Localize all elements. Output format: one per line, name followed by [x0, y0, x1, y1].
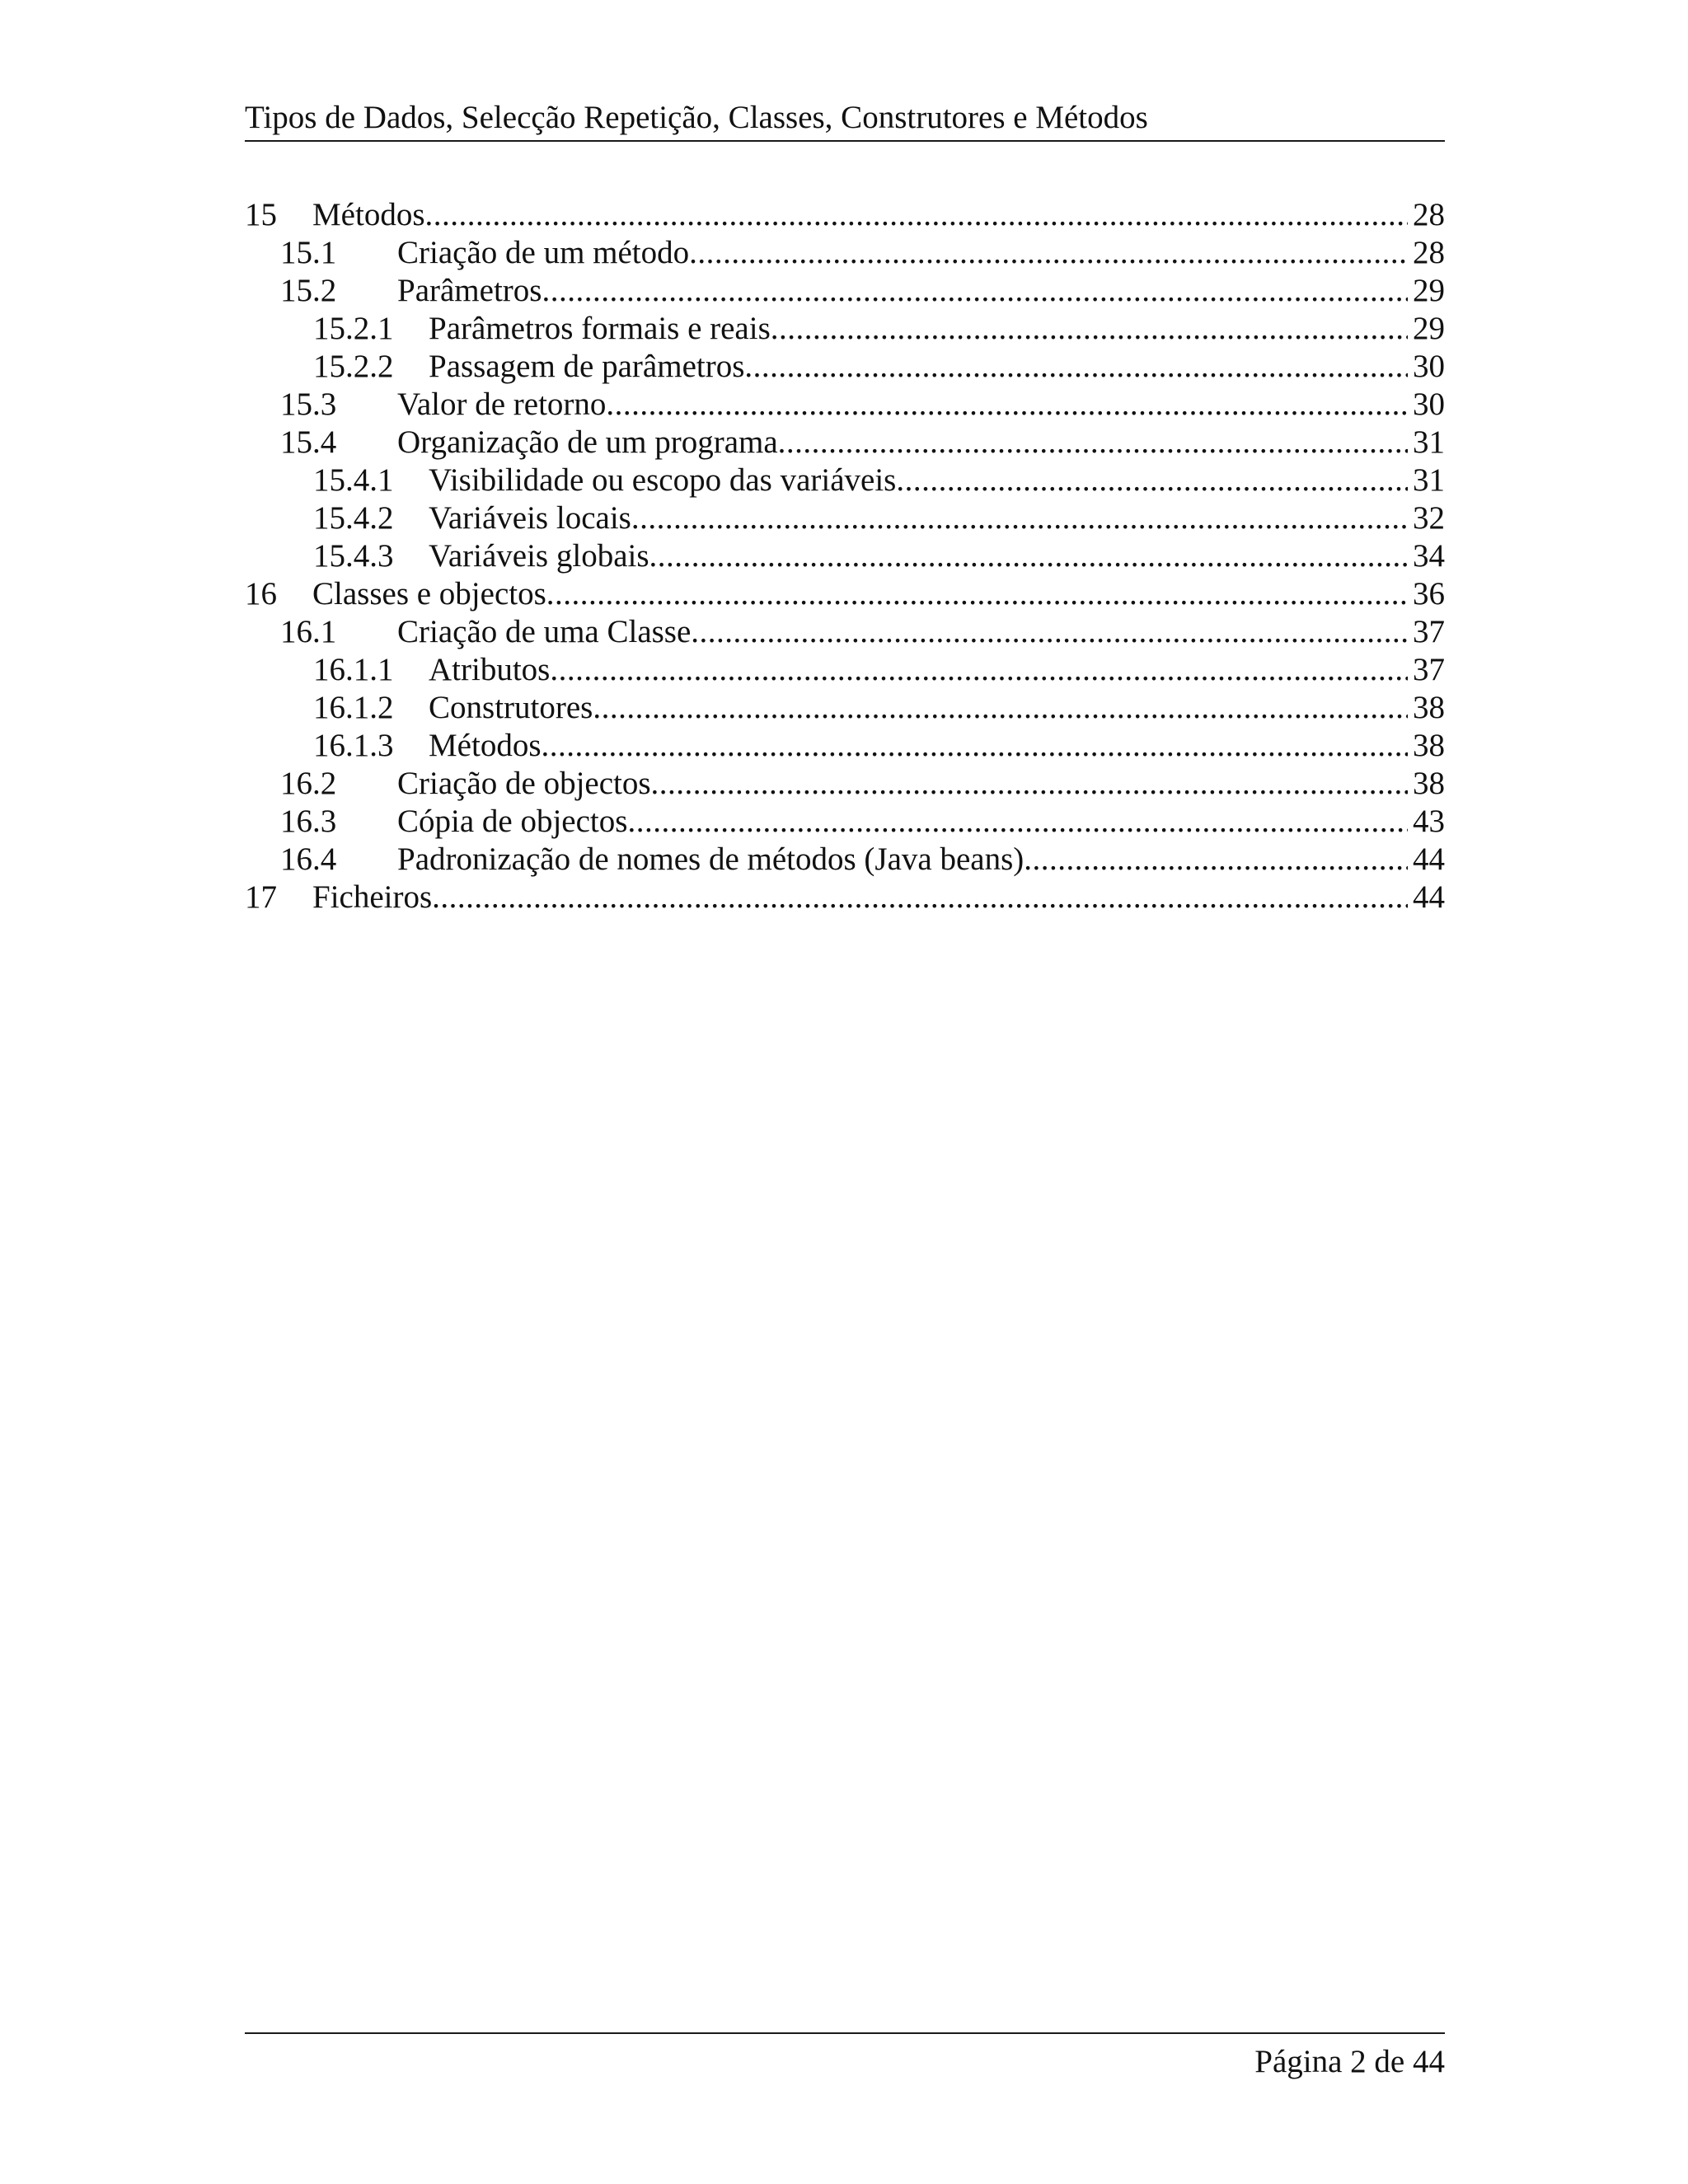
toc-entry-page: 44	[1413, 879, 1445, 915]
toc-entry[interactable]	[245, 651, 1445, 689]
toc-entry-title: Construtores	[429, 690, 593, 725]
toc-entry-page: 43	[1413, 804, 1445, 839]
toc-entry-number: 15	[245, 197, 277, 232]
toc-entry-number: 16.1.2	[313, 690, 394, 725]
toc-entry-title: Cópia de objectos	[397, 804, 628, 839]
toc-entry-page: 36	[1413, 576, 1445, 612]
toc-entry[interactable]	[245, 196, 1445, 234]
toc-entry-page: 37	[1413, 652, 1445, 687]
toc-entry-page: 30	[1413, 387, 1445, 422]
toc-entry[interactable]	[245, 765, 1445, 803]
toc-entry-number: 15.4.1	[313, 462, 394, 498]
toc-entry[interactable]	[245, 272, 1445, 310]
toc-entry-number: 15.2.2	[313, 349, 394, 384]
toc-entry-number: 15.4.3	[313, 538, 394, 574]
dot-leader	[896, 462, 1408, 499]
toc-entry-title: Classes e objectos	[312, 576, 546, 612]
toc-entry-number: 15.4.2	[313, 500, 394, 536]
toc-entry-page: 29	[1413, 311, 1445, 346]
toc-entry-title: Padronização de nomes de métodos (Java beans)	[397, 841, 1025, 877]
toc-entry-page: 34	[1413, 538, 1445, 574]
toc-entry[interactable]	[245, 689, 1445, 727]
toc-entry-page: 28	[1413, 235, 1445, 270]
dot-leader	[689, 234, 1408, 272]
toc-entry-number: 16.1.3	[313, 728, 394, 763]
dot-leader	[649, 537, 1408, 575]
dot-leader	[691, 613, 1408, 651]
toc-entry-title: Criação de objectos	[397, 766, 651, 801]
toc-entry-page: 38	[1413, 690, 1445, 725]
toc-entry-number: 16.1.1	[313, 652, 394, 687]
toc-entry[interactable]	[245, 348, 1445, 386]
toc-entry-page: 29	[1413, 273, 1445, 308]
toc-entry-title: Valor de retorno	[397, 387, 607, 422]
toc-entry-title: Ficheiros	[312, 879, 433, 915]
toc-entry[interactable]	[245, 386, 1445, 424]
page-number: Página 2 de 44	[1254, 2044, 1445, 2079]
toc-entry-number: 15.1	[280, 235, 337, 270]
toc-entry-title: Criação de um método	[397, 235, 690, 270]
toc-entry-title: Variáveis globais	[429, 538, 649, 574]
dot-leader	[542, 727, 1409, 765]
page-footer	[245, 2032, 1445, 2087]
dot-leader	[606, 386, 1408, 424]
toc-entry-number: 15.2	[280, 273, 337, 308]
dot-leader	[744, 348, 1408, 386]
toc-entry-page: 28	[1413, 197, 1445, 232]
toc-entry[interactable]	[245, 613, 1445, 651]
toc-entry[interactable]	[245, 841, 1445, 879]
toc-entry-number: 15.4	[280, 424, 337, 460]
toc-entry-page: 38	[1413, 766, 1445, 801]
dot-leader	[778, 424, 1408, 462]
toc-entry[interactable]	[245, 537, 1445, 575]
toc-entry-page: 31	[1413, 424, 1445, 460]
toc-entry[interactable]	[245, 499, 1445, 537]
dot-leader	[593, 689, 1408, 727]
toc-entry-title: Criação de uma Classe	[397, 614, 692, 649]
toc-entry-number: 15.3	[280, 387, 337, 422]
toc-entry-title: Parâmetros	[397, 273, 542, 308]
dot-leader	[425, 196, 1409, 234]
document-title: Tipos de Dados, Selecção Repetição, Classes, Construtores e Métodos	[245, 100, 1148, 135]
toc-entry[interactable]	[245, 803, 1445, 841]
dot-leader	[542, 272, 1408, 310]
toc-entry[interactable]	[245, 879, 1445, 916]
toc-entry-title: Passagem de parâmetros	[429, 349, 745, 384]
toc-entry-page: 44	[1413, 841, 1445, 877]
toc-entry[interactable]	[245, 462, 1445, 499]
toc-entry-number: 16.4	[280, 841, 337, 877]
toc-entry-number: 15.2.1	[313, 311, 394, 346]
toc-entry[interactable]	[245, 424, 1445, 462]
table-of-contents	[245, 196, 1445, 916]
page-header	[245, 97, 1445, 142]
toc-entry[interactable]	[245, 310, 1445, 348]
dot-leader	[627, 803, 1408, 841]
toc-entry-page: 31	[1413, 462, 1445, 498]
toc-entry-title: Organização de um programa	[397, 424, 778, 460]
toc-entry-title: Atributos	[429, 652, 551, 687]
toc-entry-title: Visibilidade ou escopo das variáveis	[429, 462, 897, 498]
toc-entry-title: Métodos	[312, 197, 425, 232]
dot-leader	[771, 310, 1408, 348]
toc-entry[interactable]	[245, 727, 1445, 765]
toc-entry-page: 30	[1413, 349, 1445, 384]
dot-leader	[550, 651, 1408, 689]
dot-leader	[546, 575, 1408, 613]
toc-entry-title: Parâmetros formais e reais	[429, 311, 771, 346]
toc-entry-title: Variáveis locais	[429, 500, 631, 536]
toc-entry-number: 16.1	[280, 614, 337, 649]
toc-entry-title: Métodos	[429, 728, 542, 763]
toc-entry-number: 16	[245, 576, 277, 612]
dot-leader	[1024, 841, 1408, 879]
toc-entry-page: 37	[1413, 614, 1445, 649]
dot-leader	[432, 879, 1408, 916]
toc-entry-number: 16.2	[280, 766, 337, 801]
toc-entry[interactable]	[245, 234, 1445, 272]
dot-leader	[631, 499, 1408, 537]
dot-leader	[651, 765, 1408, 803]
toc-entry-number: 17	[245, 879, 277, 915]
toc-entry[interactable]	[245, 575, 1445, 613]
toc-entry-number: 16.3	[280, 804, 337, 839]
toc-entry-page: 38	[1413, 728, 1445, 763]
toc-entry-page: 32	[1413, 500, 1445, 536]
